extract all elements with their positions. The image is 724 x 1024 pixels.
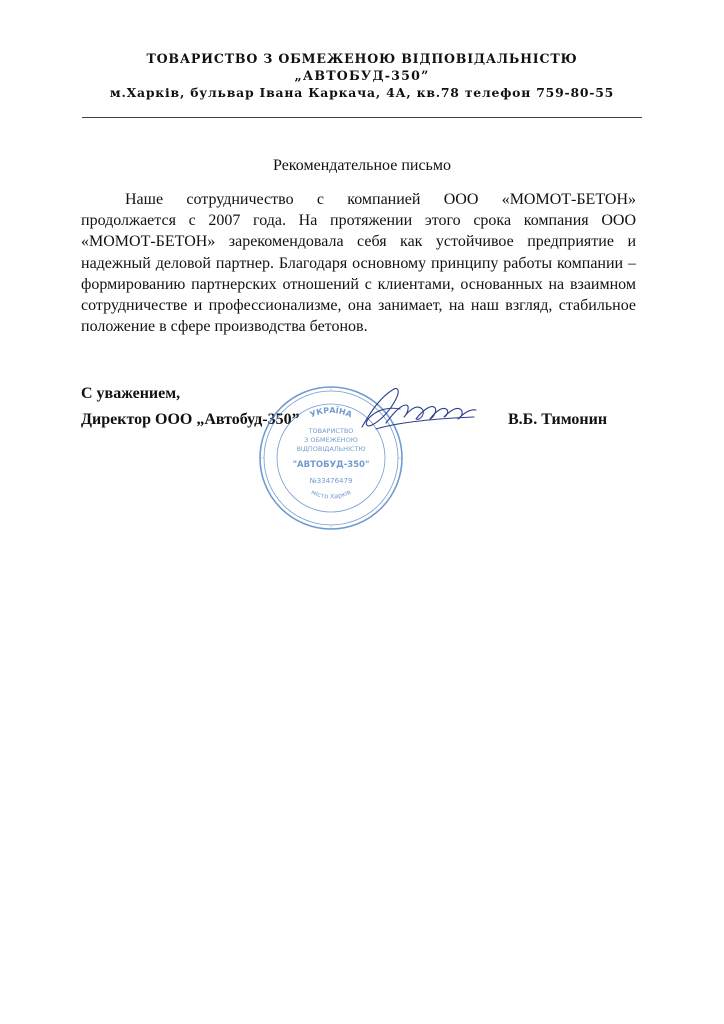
letterhead-company-name: „АВТОБУД-350”	[294, 68, 430, 83]
seal-center-name: "АВТОБУД-350"	[292, 460, 370, 470]
seal-city: місто Харків	[309, 487, 353, 501]
letterhead	[0, 50, 724, 101]
director-signature	[356, 383, 481, 438]
closing-salutation: С уважением,	[81, 385, 181, 402]
seal-code: №33476479	[309, 477, 353, 485]
letterhead-org-type: ТОВАРИСТВО З ОБМЕЖЕНОЮ ВІДПОВІДАЛЬНІСТЮ	[146, 51, 578, 66]
seal-inner-line-3: ВІДПОВІДАЛЬНІСТЮ	[296, 445, 366, 453]
signature-graphic	[356, 383, 481, 438]
seal-inner-line-2: З ОБМЕЖЕНОЮ	[304, 436, 358, 444]
document-body: Наше сотрудничество с компанией ООО «МОМОТ-БЕТОН» продолжается с 2007 года. На протяжении этого срока компания ООО «МОМОТ-БЕТОН» зарекомендовала себя как устойчивое предприятие и надежный деловой партнер. Благодаря основному принципу работы компании – формированию партнерских отношений с клиентами, основанных на взаимном сотрудничестве и профессионализме, она занимает, на наш взгляд, стабильное положение в сфере производства бетонов.	[81, 191, 636, 336]
letterhead-address: м.Харків, бульвар Івана Каркача, 4А, кв.78 телефон 759-80-55	[109, 85, 615, 100]
seal-outer-text: УКРАЇНА	[308, 405, 354, 420]
svg-text:місто Харків	[310, 488, 352, 501]
signer-name: В.Б. Тимонин	[508, 411, 608, 428]
seal-inner-line-1: ТОВАРИСТВО	[308, 427, 354, 435]
director-title: Директор ООО „Автобуд-350”	[81, 411, 300, 428]
letterhead-divider	[82, 117, 642, 118]
document-title: Рекомендательное письмо	[273, 157, 451, 174]
svg-text:УКРАЇНА	[309, 405, 354, 419]
